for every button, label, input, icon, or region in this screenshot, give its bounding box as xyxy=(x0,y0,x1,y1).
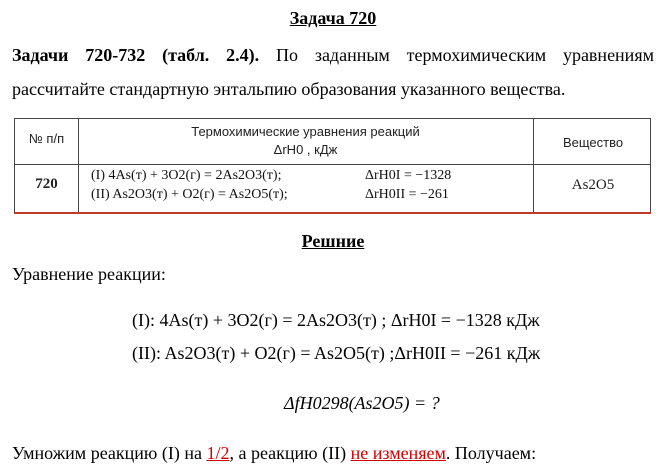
reaction-equation-1: (I): 4As(т) + 3O2(г) = 2As2O3(т) ; ΔrH0I = −1328 кДж xyxy=(132,310,540,330)
task-statement xyxy=(12,38,654,106)
row-equation-1: (I) 4As(т) + 3O2(г) = 2As2O3(т); xyxy=(91,168,282,183)
table-bottom-red-border xyxy=(14,212,651,214)
task-statement-line2: рассчитайте стандартную энтальпию образования указанного вещества. xyxy=(12,79,566,99)
row-substance: As2O5 xyxy=(571,177,615,193)
task-statement-line1: По заданным термохимическим уравнениям xyxy=(259,45,654,65)
bottom-text-unchanged: не изменяем xyxy=(350,443,446,463)
row-enthalpy-1: ΔrH0I = −1328 xyxy=(365,168,452,183)
target-enthalpy: ΔfH0298(As2O5) = ? xyxy=(284,393,440,413)
header-equations-title: Термохимические уравнения реакций xyxy=(191,124,420,139)
reaction-table xyxy=(14,118,651,213)
header-number: № п/п xyxy=(28,131,65,146)
bottom-text-part3: . Получаем: xyxy=(445,443,537,463)
row-number: 720 xyxy=(35,176,58,192)
header-equations xyxy=(78,123,533,159)
bottom-text-part2: , а реакцию (II) xyxy=(229,443,351,463)
task-title: Задача 720 xyxy=(289,8,377,28)
solution-heading: Решние xyxy=(301,231,365,251)
header-equations-units: ΔrH0 , кДж xyxy=(273,142,338,157)
equation-label: Уравнение реакции: xyxy=(12,264,166,284)
row-enthalpy-2: ΔrH0II = −261 xyxy=(365,187,449,202)
bottom-text xyxy=(12,443,536,464)
header-substance: Вещество xyxy=(562,135,624,150)
bottom-text-part1: Умножим реакцию (I) на xyxy=(12,443,207,463)
reaction-equation-2: (II): As2O3(т) + O2(г) = As2O5(т) ;ΔrH0II = −261 кДж xyxy=(132,343,541,363)
task-statement-bold: Задачи 720-732 (табл. 2.4). xyxy=(12,45,260,65)
bottom-text-factor: 1/2 xyxy=(206,443,230,463)
row-equation-2: (II) As2O3(т) + O2(г) = As2O5(т); xyxy=(91,187,288,202)
